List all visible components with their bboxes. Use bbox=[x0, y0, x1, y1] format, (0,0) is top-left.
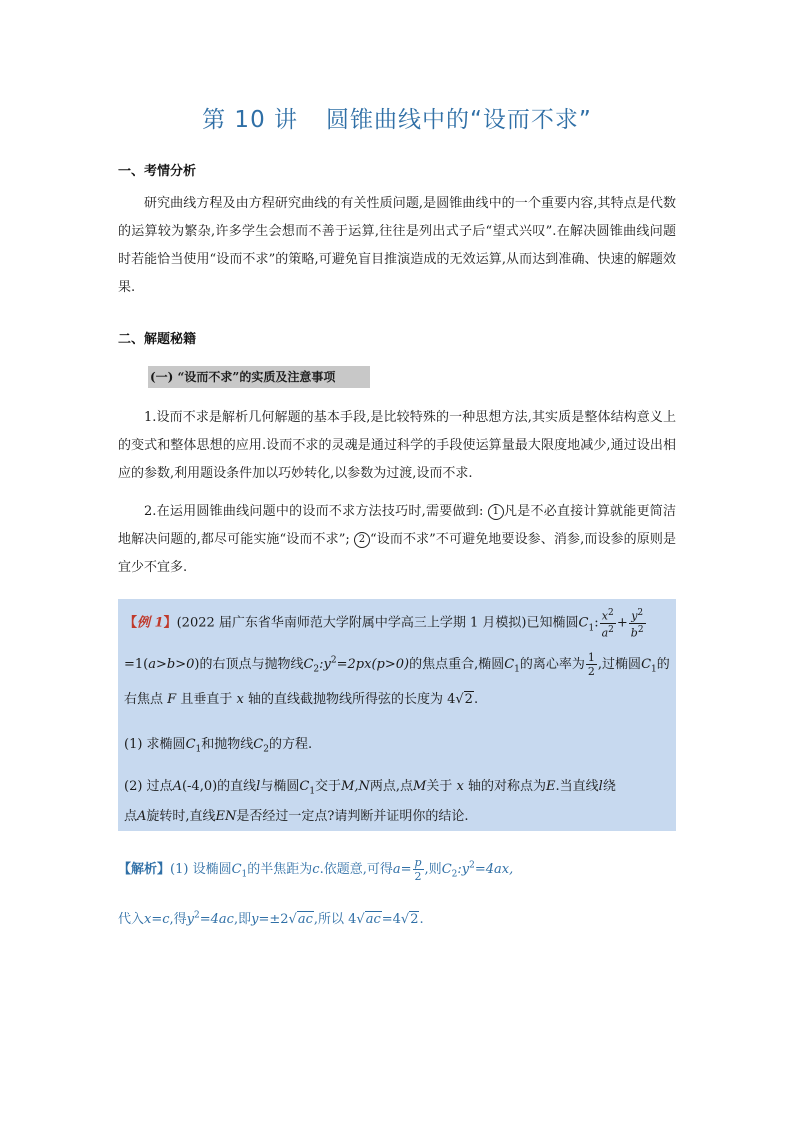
fraction-y2-b2: $\frac{y^2}{b^2}$ bbox=[630, 608, 644, 640]
paragraph-1: 1.设而不求是解析几何解题的基本手段,是比较特殊的一种思想方法,其实质是整体结构意义上的变式和整体思想的应用.设而不求的灵魂是通过科学的手段使运算量最大限度地减少,通过设出相应的参数,利用题设条件加以巧妙转化,以参数为过渡,设而不求. bbox=[118, 410, 676, 481]
subsection-heading: (一) “设而不求”的实质及注意事项 bbox=[148, 366, 370, 388]
page-title bbox=[0, 101, 794, 134]
fraction-one-half: $\frac{1}{2}$ bbox=[587, 651, 595, 678]
fraction-p-over-2: $\frac{p}{2}$ bbox=[414, 856, 422, 883]
solution-tag: 【解析】 bbox=[118, 862, 171, 877]
paragraph-2 bbox=[118, 498, 676, 582]
example-question-1: (1) 求椭圆$C_1$和抛物线$C_2$的方程. bbox=[124, 737, 313, 755]
lecture-number: 第 10 讲 bbox=[202, 107, 299, 133]
example-line-1: 【例 1】(2022 届广东省华南师范大学附属中学高三上学期 1 月模拟)已知椭圆$C_1$: $\frac{x^2}{a^2}$ + $\frac{y^2}{b^2}$ bbox=[124, 608, 644, 640]
lecture-topic: 圆锥曲线中的“设而不求” bbox=[326, 107, 592, 133]
fraction-x2-a2: $\frac{x^2}{a^2}$ bbox=[601, 608, 614, 640]
example-question-2-line-2: 点A旋转时,直线EN是否经过一定点?请判断并证明你的结论. bbox=[124, 809, 469, 824]
p2-intro: 2.在运用圆锥曲线问题中的设而不求方法技巧时,需要做到: bbox=[144, 504, 488, 519]
p2-point-1: 凡是不必直接计算就能更简洁地解决问题的,都尽可能实施“设而不求”; bbox=[118, 504, 676, 547]
circled-number-1: 1 bbox=[488, 504, 504, 520]
example-line-2: =1(a>b>0)的右顶点与抛物线$C_2:y^2=2px(p>0)$的焦点重合,椭圆$C_1$的离心率为 $\frac{1}{2}$ ,过椭圆$C_1$的 bbox=[124, 651, 670, 678]
p2-point-2: “设而不求”不可避免地要设参、消参,而设参的原则是宜少不宜多. bbox=[118, 532, 676, 575]
example-line-3: 右焦点 F 且垂直于 x 轴的直线截抛物线所得弦的长度为 4√2. bbox=[124, 692, 479, 707]
example-box bbox=[118, 599, 676, 831]
solution-line-1: 【解析】(1) 设椭圆$C_1$的半焦距为c.依题意,可得a= $\frac{p}{2}$ ,则$C_2:y^2=4ax$, bbox=[118, 856, 514, 883]
section-heading-secrets: 二、解题秘籍 bbox=[118, 332, 197, 347]
analysis-paragraph: 研究曲线方程及由方程研究曲线的有关性质问题,是圆锥曲线中的一个重要内容,其特点是代数的运算较为繁杂,许多学生会想而不善于运算,往往是列出式子后“望式兴叹”.在解决圆锥曲线问题时若能恰当使用“设而不求”的策略,可避免盲目推演造成的无效运算,从而达到准确、快速的解题效果. bbox=[118, 196, 676, 295]
section-heading-analysis: 一、考情分析 bbox=[118, 164, 197, 179]
example-source: (2022 届广东省华南师范大学附属中学高三上学期 1 月模拟)已知椭圆 bbox=[176, 615, 579, 631]
circled-number-2: 2 bbox=[354, 532, 370, 548]
example-question-2-line-1: (2) 过点A(-4,0)的直线l与椭圆$C_1$交于M,N两点,点M关于 x 轴的对称点为E.当直线l绕 bbox=[124, 779, 616, 797]
solution-line-2: 代入x=c,得$y^2=4ac$,即y=±2√ac,所以 4√ac=4√2. bbox=[118, 910, 424, 927]
example-tag: 【例 1】 bbox=[124, 615, 177, 631]
